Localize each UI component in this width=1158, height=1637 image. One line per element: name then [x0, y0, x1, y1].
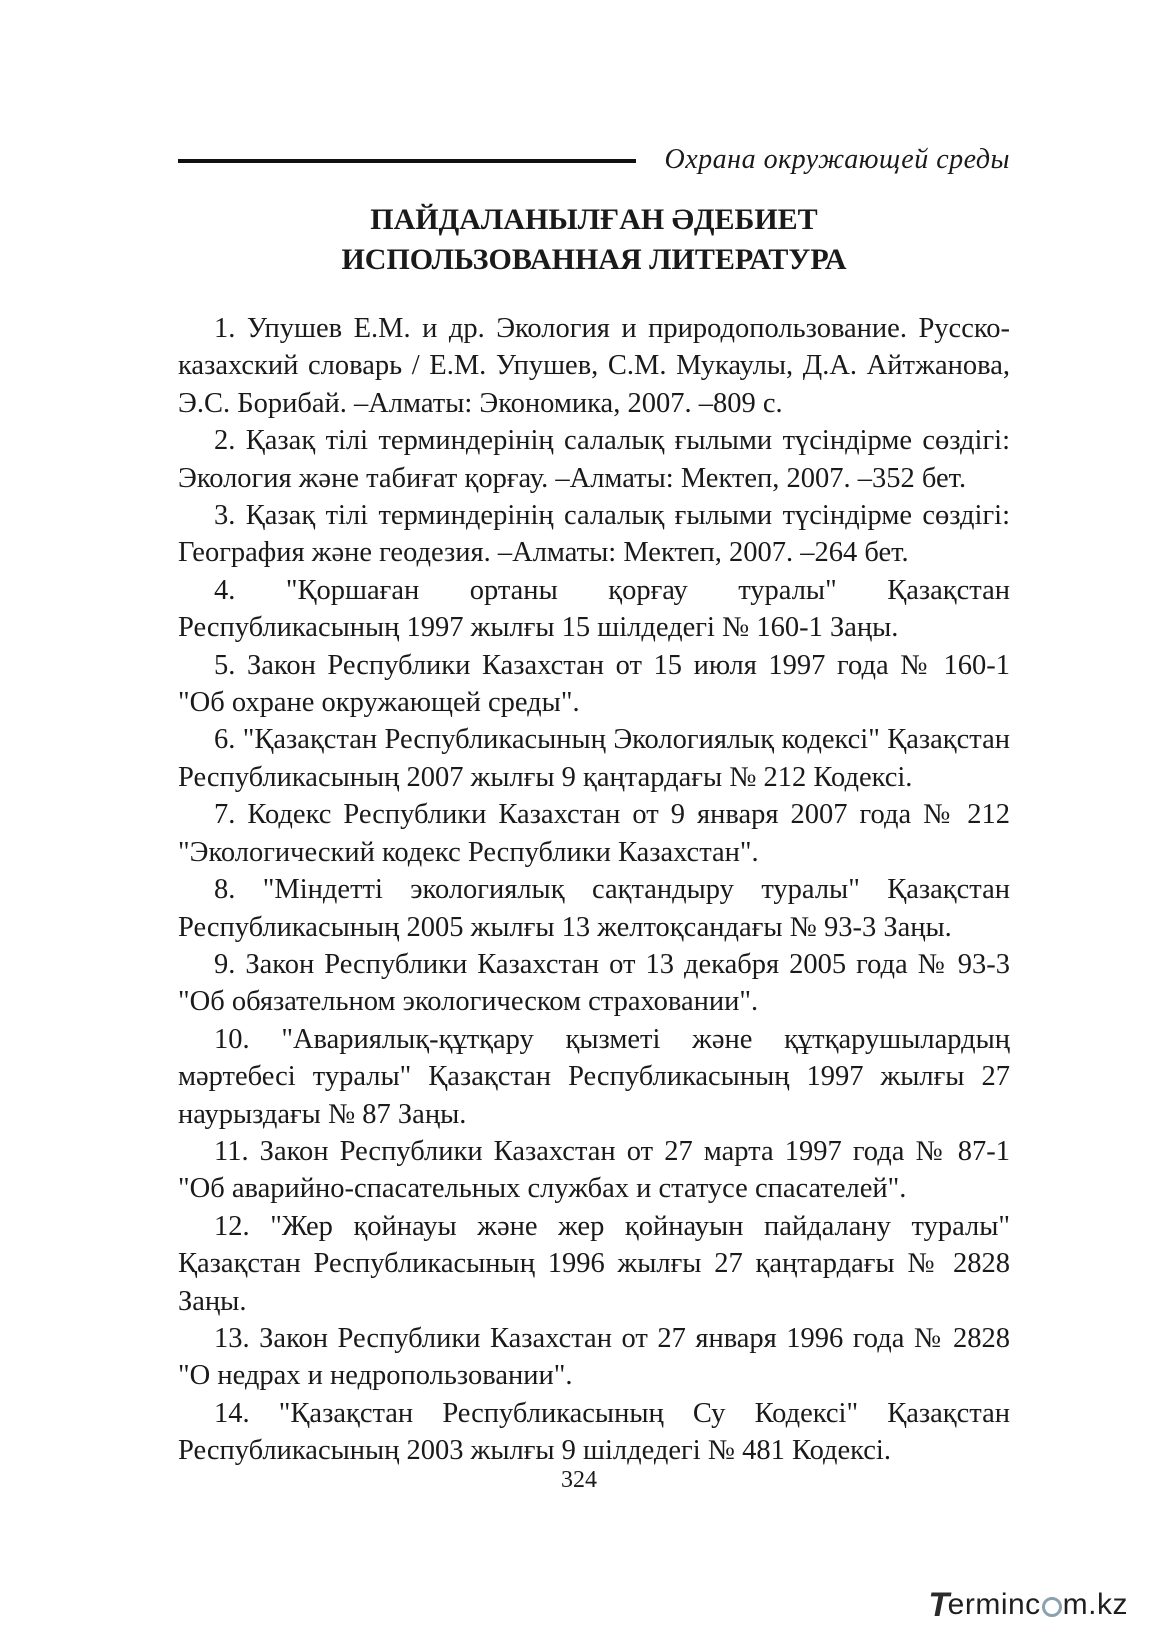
page-number: 324	[561, 1467, 597, 1493]
reference-list	[178, 310, 1010, 1470]
running-title: Охрана окружающей среды	[664, 144, 1010, 175]
heading-kazakh: ПАЙДАЛАНЫЛҒАН ӘДЕБИЕТ	[370, 203, 818, 236]
reference-item: 10. "Авариялық-құтқару қызметі және құтқарушылардың мәртебесі туралы" Қазақстан Республикасының 1997 жылғы 27 наурыздағы № 87 Заңы.	[178, 1023, 1010, 1130]
reference-item: 2. Қазақ тілі терминдерінің салалық ғылыми түсіндірме сөздігі: Экология және табиғат қорғау. –Алматы: Мектеп, 2007. –352 бет.	[178, 425, 1010, 494]
reference-item: 13. Закон Республики Казахстан от 27 января 1996 года № 2828 "О недрах и недропользовании".	[178, 1322, 1010, 1392]
reference-item: 6. "Қазақстан Республикасының Экологиялық кодексі" Қазақстан Республикасының 2007 жылғы 9 қаңтардағы № 212 Кодексі.	[178, 724, 1010, 793]
reference-item: 5. Закон Республики Казахстан от 15 июля 1997 года № 160-1 "Об охране окружающей среды".	[178, 649, 1010, 719]
running-header	[178, 140, 1010, 180]
watermark-logo	[928, 1585, 1128, 1625]
page-heading	[178, 200, 1010, 280]
watermark-initial: T	[928, 1585, 950, 1624]
reference-item: 3. Қазақ тілі терминдерінің салалық ғылыми түсіндірме сөздігі: География және геодезия. –Алматы: Мектеп, 2007. –264 бет.	[178, 500, 1010, 569]
reference-item: 1. Упушев Е.М. и др. Экология и природопользование. Русско-казахский словарь / Е.М. Упушев, С.М. Мукаулы, Д.А. Айтжанова, Э.С. Борибай. –Алматы: Экономика, 2007. –809 с.	[178, 313, 1010, 419]
watermark-text-end: m.kz	[1062, 1588, 1128, 1621]
reference-item: 8. "Міндетті экологиялық сақтандыру туралы" Қазақстан Республикасының 2005 жылғы 13 желтоқсандағы № 93-3 Заңы.	[178, 874, 1010, 943]
reference-item: 9. Закон Республики Казахстан от 13 декабря 2005 года № 93-3 "Об обязательном экологическом страховании".	[178, 948, 1010, 1018]
heading-russian: ИСПОЛЬЗОВАННАЯ ЛИТЕРАТУРА	[341, 243, 847, 276]
watermark-ring-icon	[1042, 1597, 1062, 1617]
watermark-text-start: erminc	[947, 1588, 1041, 1621]
reference-item: 12. "Жер қойнауы және жер қойнауын пайдалану туралы" Қазақстан Республикасының 1996 жылғы 27 қаңтардағы № 2828 Заңы.	[178, 1210, 1010, 1317]
reference-item: 7. Кодекс Республики Казахстан от 9 января 2007 года № 212 "Экологический кодекс Республики Казахстан".	[178, 799, 1010, 868]
reference-item: 11. Закон Республики Казахстан от 27 марта 1997 года № 87-1 "Об аварийно-спасательных службах и статусе спасателей".	[178, 1135, 1010, 1205]
header-rule	[178, 159, 636, 163]
reference-item: 4. "Қоршаған ортаны қорғау туралы" Қазақстан Республикасының 1997 жылғы 15 шілдедегі № 160-1 Заңы.	[178, 574, 1010, 644]
reference-item: 14. "Қазақстан Республикасының Су Кодексі" Қазақстан Республикасының 2003 жылғы 9 шілдедегі № 481 Кодексі.	[178, 1397, 1010, 1467]
